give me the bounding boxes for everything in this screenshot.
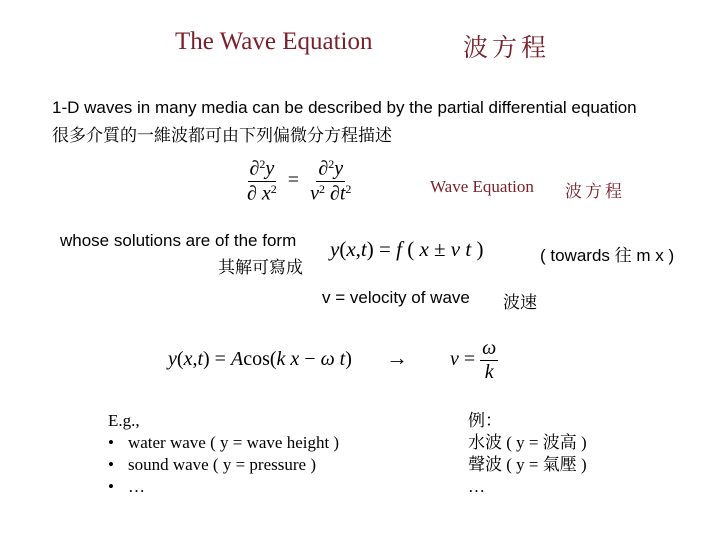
solution-intro-chinese: 其解可寫成 (218, 258, 303, 277)
intro-english: 1-D waves in many media can be described by the partial differential equation (52, 98, 637, 117)
implies-arrow: → (386, 345, 408, 370)
page-title: The Wave Equation (175, 28, 373, 55)
list-item: 聲波 ( y = 氣壓 ) (468, 455, 587, 474)
velocity-chinese: 波速 (503, 293, 537, 312)
bullet: • (108, 477, 114, 496)
phase-velocity-formula: v = $\frac{\omega}{k}$ (450, 337, 497, 383)
list-item: … (468, 477, 485, 496)
list-item: • … (108, 477, 145, 496)
examples-chinese (468, 410, 587, 498)
wave-equation: $\frac{\partial^2y}{\partial x^2}$ = $\frac{\partial^2y}{v^2 \partial t^2}$ (247, 157, 352, 205)
list-item: • sound wave ( y = pressure ) (108, 455, 316, 474)
examples-heading-chinese: 例： (468, 411, 502, 430)
page-title-chinese: 波方程 (463, 35, 551, 62)
list-item: • water wave ( y = wave height ) (108, 433, 340, 452)
wave-equation-label-chinese: 波方程 (565, 182, 625, 201)
general-solution-formula: y(x,t) = f ( x ± v t ) (330, 237, 484, 261)
examples-english (108, 410, 339, 498)
bullet: • (108, 433, 114, 452)
solution-intro-english: whose solutions are of the form (60, 231, 297, 250)
intro-chinese: 很多介質的一維波都可由下列偏微分方程描述 (52, 126, 392, 145)
examples-heading: E.g., (108, 411, 140, 430)
direction-note: ( towards 往 m x ) (540, 246, 675, 265)
harmonic-solution-formula: y(x,t) = Acos(k x − ω t) (168, 348, 352, 370)
velocity-definition: v = velocity of wave (322, 288, 470, 307)
wave-equation-label: Wave Equation (430, 177, 534, 196)
bullet: • (108, 455, 114, 474)
list-item: 水波 ( y = 波高 ) (468, 433, 587, 452)
